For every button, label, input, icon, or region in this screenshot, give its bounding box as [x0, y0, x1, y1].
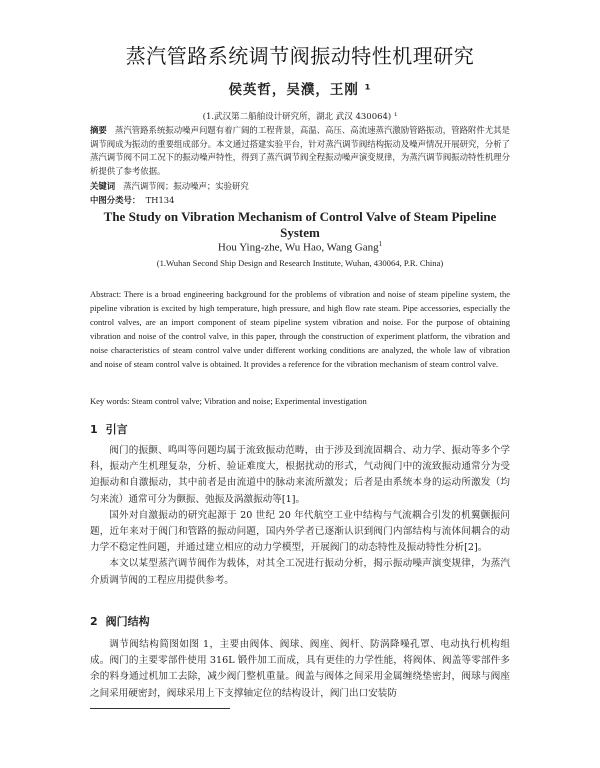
section-heading-intro: [90, 421, 128, 437]
abstract-label: 摘要: [90, 125, 107, 135]
section-number: 1: [90, 423, 98, 436]
section-heading-valve-structure: [90, 613, 150, 629]
english-keywords: Key words: Steam control valve; Vibration and noise; Experimental investigation: [90, 396, 367, 406]
chinese-keywords: [90, 180, 510, 193]
classification-number: [90, 194, 510, 207]
chinese-authors: 侯英哲，吴濮，王刚 ¹: [228, 82, 372, 98]
english-author-names: Hou Ying-zhe, Wu Hao, Wang Gang: [217, 241, 379, 254]
paragraph: 本文以某型蒸汽调节阀作为载体，对其全工况进行振动分析，揭示振动噪声演变规律，为蒸汽介质调节阀的工程应用提供参考。: [90, 558, 510, 586]
chinese-affiliation: (1.武汉第二船舶设计研究所，湖北 武汉 430064) ¹: [202, 112, 398, 122]
keywords-text: 蒸汽调节阀；振动噪声；实验研究: [123, 181, 249, 191]
english-title: The Study on Vibration Mechanism of Control Valve of Steam Pipeline System: [103, 209, 497, 240]
clc-label: 中图分类号：: [90, 195, 141, 205]
author-superscript: 1: [378, 240, 383, 248]
english-authors: [0, 240, 600, 254]
paragraph: 阀门的振颤、鸣叫等问题均属于流致振动范畴，由于涉及到流固耦合、动力学、振动等多个学科，振动产生机理复杂，分析、验证难度大，根据扰动的形式，气动阀门中的流致振动通常分为受迫振动和自激振动，其中前者是由流道中的脉动来流所激发；后者是由系统本身的运动所激发（均匀来流）通常可分为颤振、弛振及涡激振动等[1]。: [90, 445, 510, 505]
clc-value: TH134: [145, 195, 175, 205]
section-valve-body: [90, 637, 510, 702]
chinese-abstract: [90, 124, 510, 178]
footnote-divider: [90, 708, 230, 709]
abstract-text: 蒸汽管路系统振动噪声问题有着广阔的工程背景，高温、高压、高流速蒸汽激励管路振动，管路附件尤其是调节阀成为振动的重要组成部分。本文通过搭建实验平台，针对蒸汽调节阀结构振动及噪声情况开展研究，分析了蒸汽调节阀不同工况下的振动噪声特性，得到了蒸汽调节阀全程振动噪声演变规律，为蒸汽调节阀振动特性机理分析提供了参考依据。: [90, 125, 511, 176]
section-title: 引言: [105, 423, 128, 436]
section-intro-body: [90, 443, 510, 589]
section-title: 阀门结构: [105, 615, 150, 628]
section-number: 2: [90, 615, 98, 628]
chinese-title: 蒸汽管路系统调节阀振动特性机理研究: [125, 44, 475, 68]
english-affiliation: (1.Wuhan Second Ship Design and Research Institute, Wuhan, 430064, P.R. China): [156, 258, 444, 268]
paragraph: 调节阀结构简图如图 1，主要由阀体、阀球、阀座、阀杆、防涡降噪孔罩、电动执行机构组成。阀门的主要零部件使用 316L 锻件加工而成，具有更佳的力学性能，将阀体、阀盖等零部件多余的料身通过机加工去除，减少阀门整机重量。阀盖与阀体之间采用金属缠绕垫密封，阀球与阀座之间采用硬密封，阀球采用上下支撑轴定位的结构设计，阀门出口安装防: [90, 639, 510, 699]
keywords-label: 关键词: [90, 181, 116, 191]
paragraph: 国外对自激振动的研究起源于 20 世纪 20 年代航空工业中结构与气流耦合引发的机翼颤振问题，近年来对于阀门和管路的振动问题，国内外学者已逐渐认识到阀门内部结构与流体间耦合的动力学不稳定性问题，并通过建立相应的动力学模型，开展阀门的动态特性及振动特性分析[2]。: [90, 509, 510, 554]
english-abstract: Abstract: There is a broad engineering background for the problems of vibration and noise of steam pipeline system, the pipeline vibration is excited by high temperature, high pressure, and high flow rate steam. Pipe accessories, especially the control valves, are an import component of steam pipeline system vibration and noise. For the purpose of obtaining vibration and noise of the control valve, in this paper, through the construction of experiment platform, the vibration and noise characteristics of steam control valve under different working conditions are analyzed, the whole law of vibration and noise of steam control valve is obtained. It provides a reference for the vibration mechanism of steam control valve.: [90, 289, 510, 370]
